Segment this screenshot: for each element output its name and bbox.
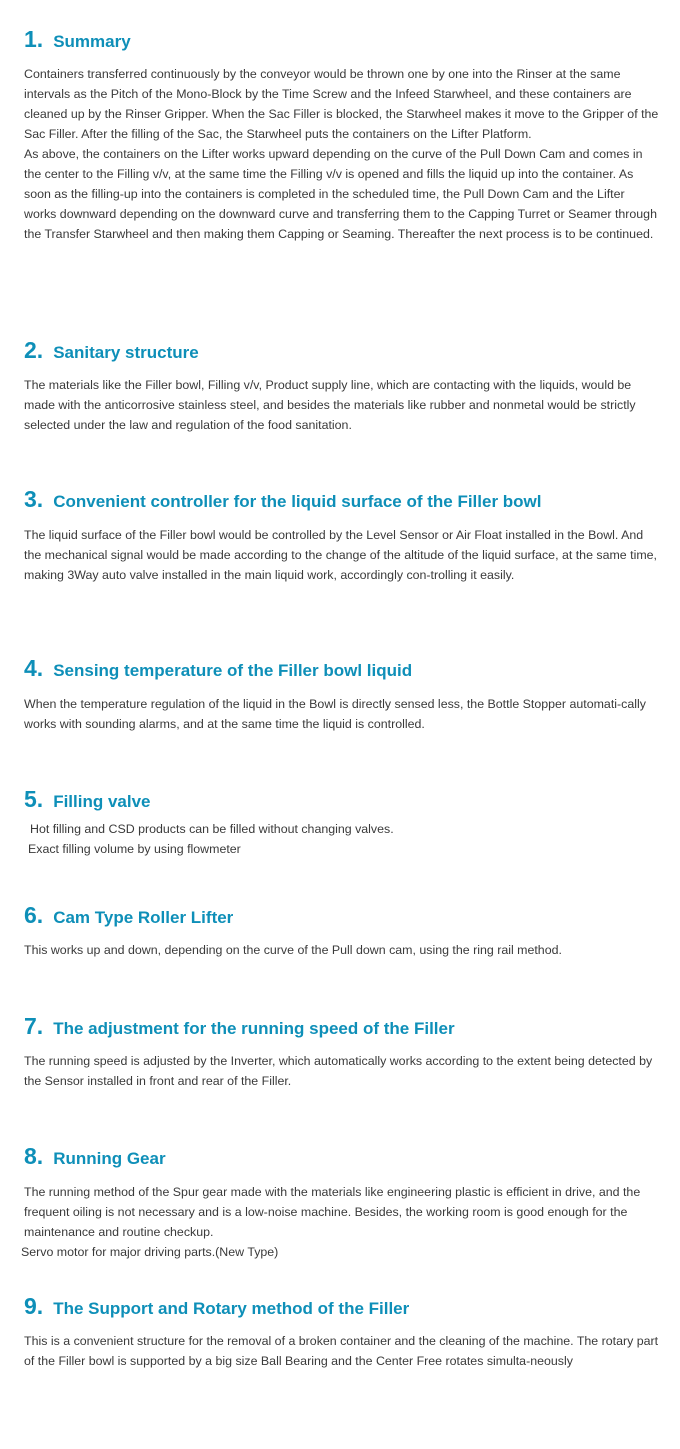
section-number: 7. — [24, 1013, 44, 1039]
section-heading — [24, 1293, 409, 1320]
section-number: 9. — [24, 1293, 44, 1319]
section-heading — [24, 786, 151, 813]
section-number: 2. — [24, 337, 44, 363]
paragraph: The liquid surface of the Filler bowl would be controlled by the Level Sensor or Air Float installed in the Bowl. And the mechanical signal would be made according to the change of the altitude of the liquid surface, at the same time, making 3Way auto valve installed in the main liquid work, accordingly con-trolling it easily. — [24, 528, 657, 582]
paragraph: Containers transferred continuously by the conveyor would be thrown one by one into the Rinser at the same intervals as the Pitch of the Mono-Block by the Time Screw and the Infeed Starwheel, and these containers are cleaned up by the Rinser Gripper. When the Sac Filler is blocked, the Starwheel makes it move to the Gripper of the Sac Filler. After the filling of the Sac, the Starwheel puts the containers on the Lifter Platform. — [24, 67, 659, 141]
section-title: The Support and Rotary method of the Filler — [53, 1299, 410, 1318]
section-heading — [24, 1013, 455, 1040]
section-body — [24, 64, 660, 244]
section-title: Filling valve — [53, 792, 151, 811]
section-number: 4. — [24, 655, 44, 681]
section-number: 5. — [24, 786, 44, 812]
section-number: 1. — [24, 26, 44, 52]
section-body — [24, 525, 660, 585]
section-body — [24, 1051, 660, 1091]
section-body — [24, 1331, 660, 1371]
section-heading — [24, 337, 199, 364]
paragraph: The materials like the Filler bowl, Filling v/v, Product supply line, which are contacting with the liquids, would be made with the anticorrosive stainless steel, and besides the materials like rubber and nonmetal would be strictly selected under the law and regulation of the food sanitation. — [24, 378, 636, 432]
section-heading — [24, 902, 233, 929]
section-heading — [24, 1143, 166, 1170]
section-number: 6. — [24, 902, 44, 928]
section-number: 8. — [24, 1143, 44, 1169]
paragraph: Exact filling volume by using flowmeter — [28, 842, 241, 856]
paragraph: This works up and down, depending on the curve of the Pull down cam, using the ring rail method. — [24, 943, 562, 957]
section-body — [24, 819, 660, 859]
section-heading — [24, 486, 542, 513]
paragraph: The running speed is adjusted by the Inverter, which automatically works according to the extent being detected by the Sensor installed in front and rear of the Filler. — [24, 1054, 653, 1088]
section-title: Cam Type Roller Lifter — [53, 908, 234, 927]
paragraph: The running method of the Spur gear made with the materials like engineering plastic is efficient in drive, and the frequent oiling is not necessary and is a low-noise machine. Besides, the working room is good enough for the maintenance and routine checkup. — [24, 1185, 641, 1239]
section-title: Convenient controller for the liquid surface of the Filler bowl — [53, 492, 542, 511]
section-title: The adjustment for the running speed of the Filler — [53, 1019, 455, 1038]
section-body — [21, 1182, 660, 1262]
section-heading — [24, 655, 412, 682]
paragraph: This is a convenient structure for the removal of a broken container and the cleaning of the machine. The rotary part of the Filler bowl is supported by a big size Ball Bearing and the Center Free rotates simulta-neously — [24, 1334, 659, 1368]
paragraph: Hot filling and CSD products can be filled without changing valves. — [30, 822, 394, 836]
section-body — [24, 375, 660, 435]
paragraph: When the temperature regulation of the liquid in the Bowl is directly sensed less, the Bottle Stopper automati-cally works with sounding alarms, and at the same time the liquid is controlled. — [24, 697, 646, 731]
paragraph: Servo motor for major driving parts.(New Type) — [21, 1245, 279, 1259]
section-title: Sensing temperature of the Filler bowl liquid — [53, 661, 413, 680]
section-title: Sanitary structure — [53, 343, 199, 362]
section-body — [24, 940, 660, 960]
section-title: Running Gear — [53, 1149, 166, 1168]
section-title: Summary — [53, 32, 131, 51]
section-body — [24, 694, 660, 734]
section-heading — [24, 26, 131, 53]
section-number: 3. — [24, 486, 44, 512]
paragraph: As above, the containers on the Lifter works upward depending on the curve of the Pull Down Cam and comes in the center to the Filling v/v, at the same time the Filling v/v is opened and fills the liquid up into the container. As soon as the filling-up into the containers is completed in the scheduled time, the Pull Down Cam and the Lifter works downward depending on the downward curve and transferring them to the Capping Turret or Seamer through the Transfer Starwheel and then making them Capping or Seaming. Thereafter the next process is to be continued. — [24, 147, 657, 241]
